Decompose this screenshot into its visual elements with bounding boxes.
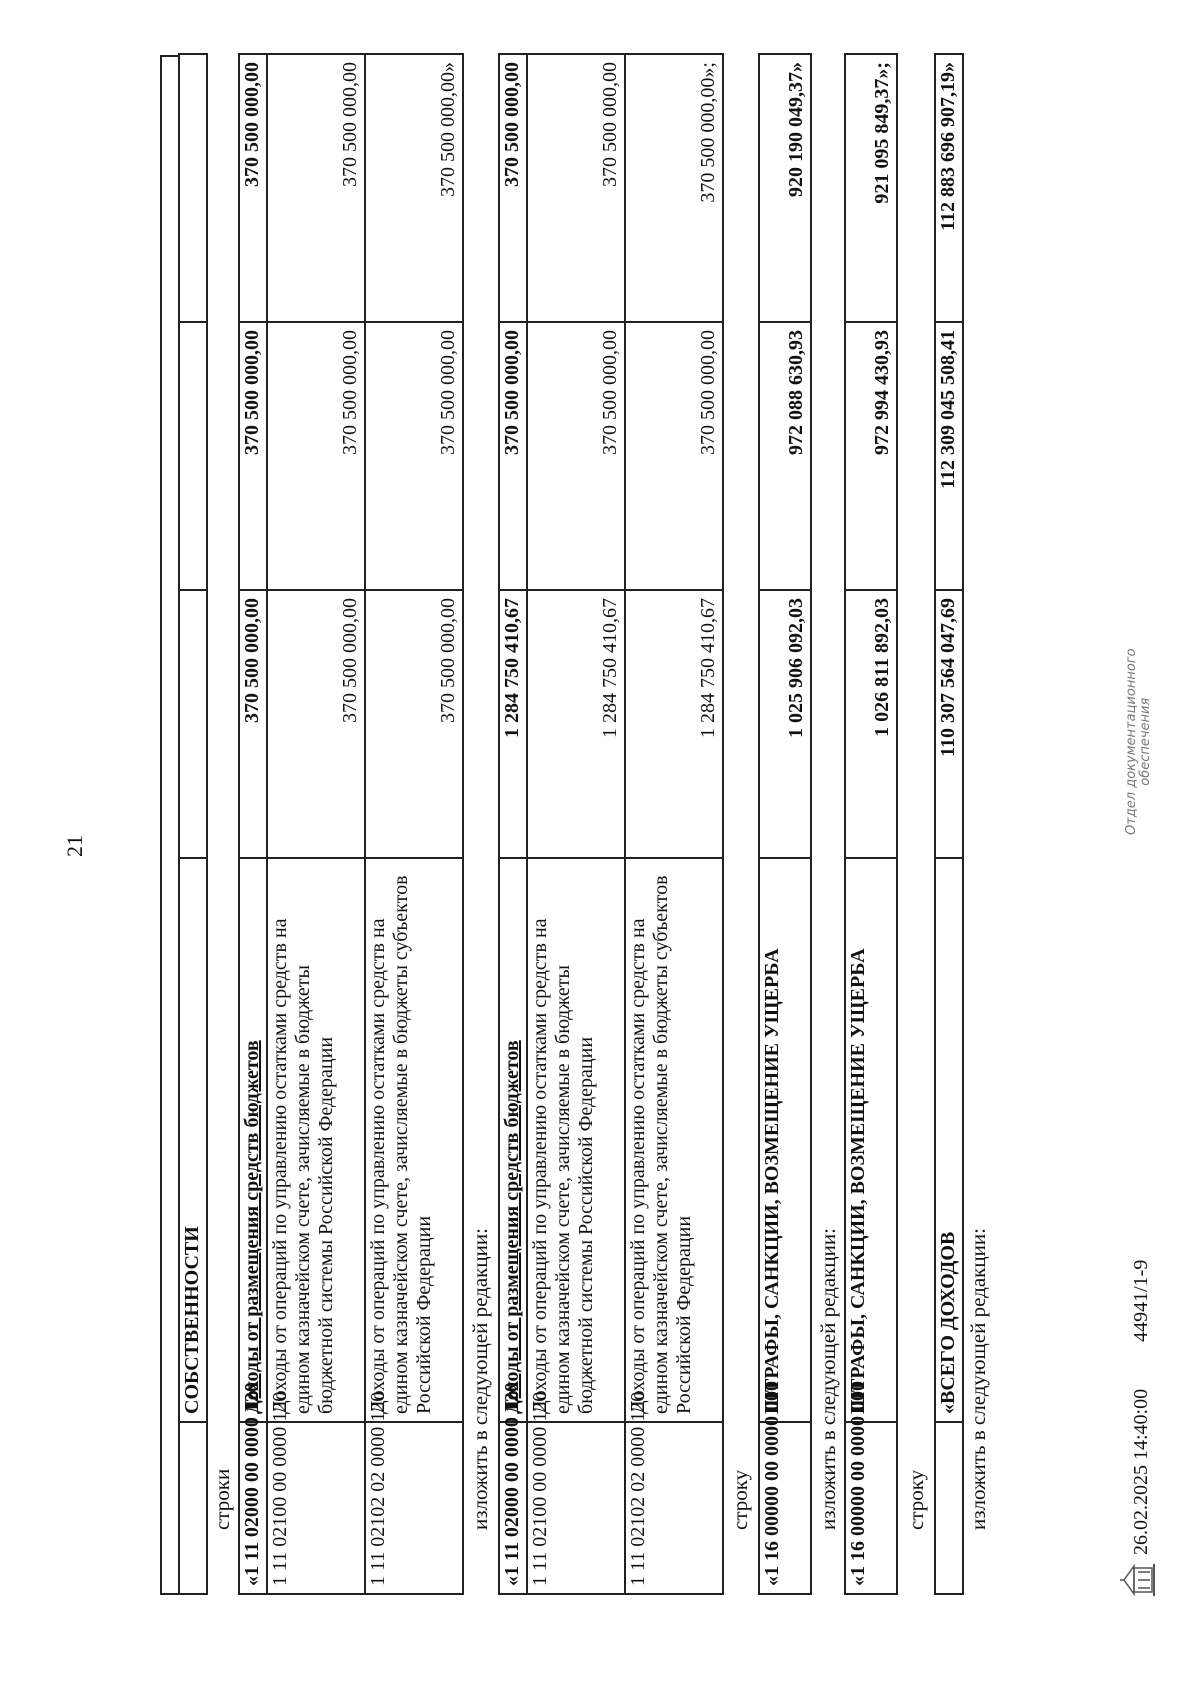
label-redaction: изложить в следующей редакции:	[816, 1228, 840, 1530]
table-block2-old	[758, 53, 812, 1595]
stamp-line-1: Отдел документационного	[1124, 648, 1139, 835]
table-1-old	[178, 53, 208, 1595]
name-cell: Доходы от операций по управлению остатками средств на едином казначейском счете, зачисляемые в бюджеты субъектов Российской Федерации	[625, 858, 723, 1422]
value-cell: 370 500 000,00	[239, 590, 267, 858]
value-cell: 1 026 811 892,03	[845, 590, 897, 858]
value-cell: 370 500 000,00	[625, 322, 723, 590]
value-cell: 370 500 000,00»;	[625, 54, 723, 322]
value-cell: 370 500 000,00	[239, 322, 267, 590]
value-cell: 370 500 000,00»	[365, 54, 463, 322]
code-cell: «1 11 02000 00 0000 120	[239, 1422, 267, 1594]
value-cell: 370 500 000,00	[499, 322, 527, 590]
value-cell: 920 190 049,37»	[759, 54, 811, 322]
empty-cell	[179, 1422, 207, 1594]
table-row	[935, 54, 963, 1594]
value-cell: 370 500 000,00	[239, 54, 267, 322]
code-cell: 1 11 02102 02 0000 120	[625, 1422, 723, 1594]
value-cell: 110 307 564 047,69	[935, 590, 963, 858]
value-cell: 112 883 696 907,19»	[935, 54, 963, 322]
table-block1-old	[238, 53, 464, 1595]
value-cell: 921 095 849,37»;	[845, 54, 897, 322]
value-cell: 1 284 750 410,67	[499, 590, 527, 858]
value-cell: 972 088 630,93	[759, 322, 811, 590]
name-cell: «ВСЕГО ДОХОДОВ	[935, 858, 963, 1422]
footer	[1130, 1218, 1153, 1555]
name-cell: Доходы от операций по управлению остатками средств на едином казначейском счете, зачисляемые в бюджеты субъектов Российской Федерации	[365, 858, 463, 1422]
value-cell: 370 500 000,00	[267, 322, 365, 590]
name-cell: Доходы от операций по управлению остатками средств на едином казначейском счете, зачисляемые в бюджеты бюджетной системы Российской Федерации	[267, 858, 365, 1422]
value-cell: 1 025 906 092,03	[759, 590, 811, 858]
table-block1-new	[498, 53, 724, 1595]
value-cell: 112 309 045 508,41	[935, 322, 963, 590]
footer-doc-id: 44941/1-9	[1130, 1259, 1152, 1342]
label-row: строку	[728, 1469, 752, 1530]
value-cell: 370 500 000,00	[365, 590, 463, 858]
table-row	[625, 54, 723, 1594]
table-block2-new	[844, 53, 898, 1595]
label-redaction: изложить в следующей редакции:	[966, 1228, 990, 1530]
name-cell: ШТРАФЫ, САНКЦИИ, ВОЗМЕЩЕНИЕ УЩЕРБА	[845, 858, 897, 1422]
footer-date: 26.02.2025 14:40:00	[1130, 1388, 1152, 1555]
code-cell: «1 16 00000 00 0000 000	[845, 1422, 897, 1594]
value-cell: 1 284 750 410,67	[527, 590, 625, 858]
label-rows: строки	[210, 1468, 234, 1530]
heading-cell: СОБСТВЕННОСТИ	[179, 858, 207, 1422]
value-cell: 972 994 430,93	[845, 322, 897, 590]
label-row: строку	[904, 1469, 928, 1530]
table-block3-old	[934, 53, 964, 1595]
table-row	[239, 54, 267, 1594]
table-row	[527, 54, 625, 1594]
stamp-line-2: обеспечения	[1138, 697, 1153, 786]
table-row	[759, 54, 811, 1594]
value-cell: 1 284 750 410,67	[625, 590, 723, 858]
department-stamp	[1125, 648, 1153, 835]
label-redaction: изложить в следующей редакции:	[468, 1228, 492, 1530]
code-cell: 1 11 02102 02 0000 120	[365, 1422, 463, 1594]
table-top-edge	[160, 55, 180, 1595]
code-cell	[935, 1422, 963, 1594]
name-cell: ШТРАФЫ, САНКЦИИ, ВОЗМЕЩЕНИЕ УЩЕРБА	[759, 858, 811, 1422]
code-cell: 1 11 02100 00 0000 120	[267, 1422, 365, 1594]
value-cell: 370 500 000,00	[267, 54, 365, 322]
table-row	[267, 54, 365, 1594]
code-cell: «1 16 00000 00 0000 000	[759, 1422, 811, 1594]
value-cell: 370 500 000,00	[527, 54, 625, 322]
code-cell: 1 11 02100 00 0000 120	[527, 1422, 625, 1594]
table-row	[499, 54, 527, 1594]
name-cell: Доходы от размещения средств бюджетов	[499, 858, 527, 1422]
page-number: 21	[62, 835, 87, 857]
emblem-icon	[1118, 1560, 1160, 1600]
table-row	[845, 54, 897, 1594]
name-cell: Доходы от размещения средств бюджетов	[239, 858, 267, 1422]
table-row	[365, 54, 463, 1594]
value-cell: 370 500 000,00	[365, 322, 463, 590]
name-cell: Доходы от операций по управлению остатками средств на едином казначейском счете, зачисляемые в бюджеты бюджетной системы Российской Федерации	[527, 858, 625, 1422]
value-cell: 370 500 000,00	[267, 590, 365, 858]
code-cell: «1 11 02000 00 0000 120	[499, 1422, 527, 1594]
value-cell: 370 500 000,00	[527, 322, 625, 590]
value-cell: 370 500 000,00	[499, 54, 527, 322]
